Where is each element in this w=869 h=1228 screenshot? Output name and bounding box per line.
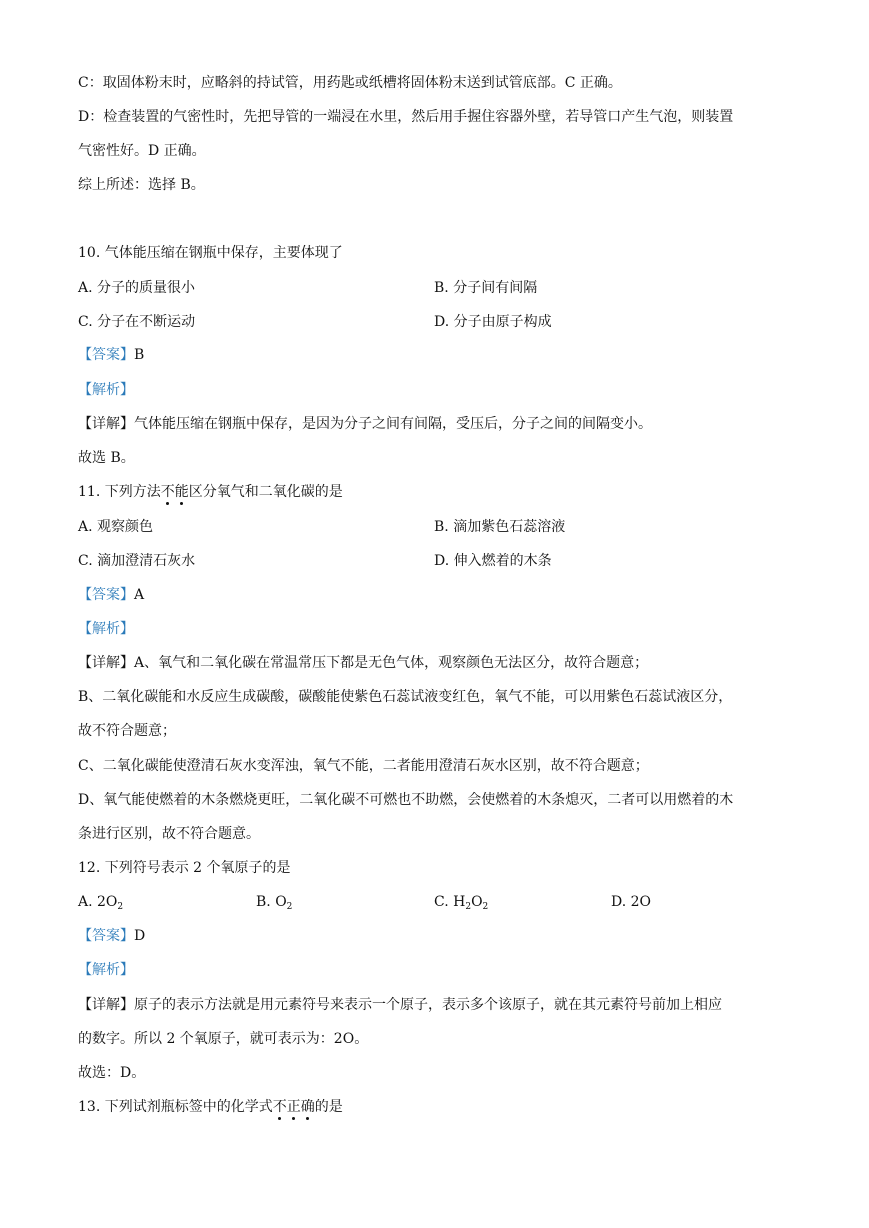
detail-text: A、氧气和二氧化碳在常温常压下都是无色气体，观察颜色无法区分，故符合题意； bbox=[134, 655, 649, 671]
q11-detail-d-line1: D、氧气能使燃着的木条燃烧更旺，二氧化碳不可燃也不助燃，会使燃着的木条熄灭，二者可以用燃着的木 bbox=[78, 792, 734, 808]
subscript: 2 bbox=[286, 902, 293, 912]
answer-tag: 【答案】 bbox=[78, 587, 134, 603]
option-label: C. H bbox=[434, 894, 466, 910]
q12-option-d: D. 2O bbox=[611, 894, 652, 910]
subscript: 2 bbox=[117, 902, 124, 912]
q10-detail bbox=[78, 414, 798, 434]
q12-option-c bbox=[434, 892, 488, 912]
q11-option-d: D. 伸入燃着的木条 bbox=[434, 553, 552, 569]
emphasis-char: 能 bbox=[174, 484, 189, 500]
q11-option-c: C. 滴加澄清石灰水 bbox=[78, 553, 196, 569]
q11-analysis-tag: 【解析】 bbox=[78, 621, 134, 637]
q12-conclusion: 故选：D。 bbox=[78, 1065, 146, 1081]
q12-detail-line2: 的数字。所以 2 个氧原子，就可表示为：2O。 bbox=[78, 1031, 369, 1047]
emphasis-char: 确 bbox=[300, 1099, 315, 1115]
detail-text: 气体能压缩在钢瓶中保存，是因为分子之间有间隔，受压后，分子之间的间隔变小。 bbox=[134, 416, 652, 432]
subscript: 2 bbox=[482, 902, 489, 912]
stem-text: 的是 bbox=[314, 1099, 343, 1115]
q11-option-a: A. 观察颜色 bbox=[78, 519, 154, 535]
emphasis-char: 不 bbox=[272, 1099, 287, 1115]
q9-option-c-explanation: C：取固体粉末时，应略斜的持试管，用药匙或纸槽将固体粉末送到试管底部。C 正确。 bbox=[78, 75, 622, 91]
q9-option-d-explanation-line2: 气密性好。D 正确。 bbox=[78, 143, 206, 159]
q13-stem bbox=[78, 1097, 798, 1117]
detail-tag: 【详解】 bbox=[78, 655, 134, 671]
q10-option-c: C. 分子在不断运动 bbox=[78, 314, 196, 330]
answer-value: D bbox=[134, 928, 146, 944]
q10-option-a: A. 分子的质量很小 bbox=[78, 280, 196, 296]
stem-text: 13. 下列试剂瓶标签中的化学式 bbox=[78, 1099, 273, 1115]
q11-detail-b-line2: 故不符合题意； bbox=[78, 723, 176, 739]
emphasis-char: 正 bbox=[286, 1099, 301, 1115]
subscript: 2 bbox=[465, 902, 472, 912]
q11-detail-b-line1: B、二氧化碳能和水反应生成碳酸，碳酸能使紫色石蕊试液变红色，氧气不能，可以用紫色石蕊试液区分， bbox=[78, 689, 733, 705]
option-label: B. O bbox=[256, 894, 287, 910]
q12-analysis-tag: 【解析】 bbox=[78, 962, 134, 978]
detail-text: 原子的表示方法就是用元素符号来表示一个原子，表示多个该原子，就在其元素符号前加上相应 bbox=[134, 997, 722, 1013]
q9-summary: 综上所述：选择 B。 bbox=[78, 177, 205, 193]
option-label: O bbox=[471, 894, 483, 910]
q11-answer bbox=[78, 585, 798, 605]
q10-analysis-tag: 【解析】 bbox=[78, 382, 134, 398]
q11-detail-c: C、二氧化碳能使澄清石灰水变浑浊，氧气不能，二者能用澄清石灰水区别，故不符合题意； bbox=[78, 758, 649, 774]
q12-detail-line1 bbox=[78, 995, 798, 1015]
q12-option-a bbox=[78, 892, 123, 912]
option-label: A. 2O bbox=[78, 894, 118, 910]
q11-stem bbox=[78, 482, 798, 502]
q10-option-d: D. 分子由原子构成 bbox=[434, 314, 552, 330]
stem-text: 11. 下列方法 bbox=[78, 484, 161, 500]
q12-option-b bbox=[256, 892, 292, 912]
q10-conclusion: 故选 B。 bbox=[78, 450, 135, 466]
q10-option-b: B. 分子间有间隔 bbox=[434, 280, 538, 296]
answer-tag: 【答案】 bbox=[78, 928, 134, 944]
q10-stem: 10. 气体能压缩在钢瓶中保存，主要体现了 bbox=[78, 245, 343, 261]
answer-value: A bbox=[134, 587, 145, 603]
stem-text: 区分氧气和二氧化碳的是 bbox=[188, 484, 343, 500]
q10-answer bbox=[78, 345, 798, 365]
detail-tag: 【详解】 bbox=[78, 997, 134, 1013]
emphasis-char: 不 bbox=[160, 484, 175, 500]
detail-tag: 【详解】 bbox=[78, 416, 134, 432]
q12-answer bbox=[78, 926, 798, 946]
q11-detail-d-line2: 条进行区别，故不符合题意。 bbox=[78, 826, 260, 842]
q12-stem: 12. 下列符号表示 2 个氧原子的是 bbox=[78, 860, 291, 876]
q11-detail-a bbox=[78, 653, 798, 673]
answer-tag: 【答案】 bbox=[78, 347, 134, 363]
q11-option-b: B. 滴加紫色石蕊溶液 bbox=[434, 519, 566, 535]
q9-option-d-explanation-line1: D：检查装置的气密性时，先把导管的一端浸在水里，然后用手握住容器外壁，若导管口产生气泡，则装置 bbox=[78, 109, 734, 125]
answer-value: B bbox=[134, 347, 145, 363]
